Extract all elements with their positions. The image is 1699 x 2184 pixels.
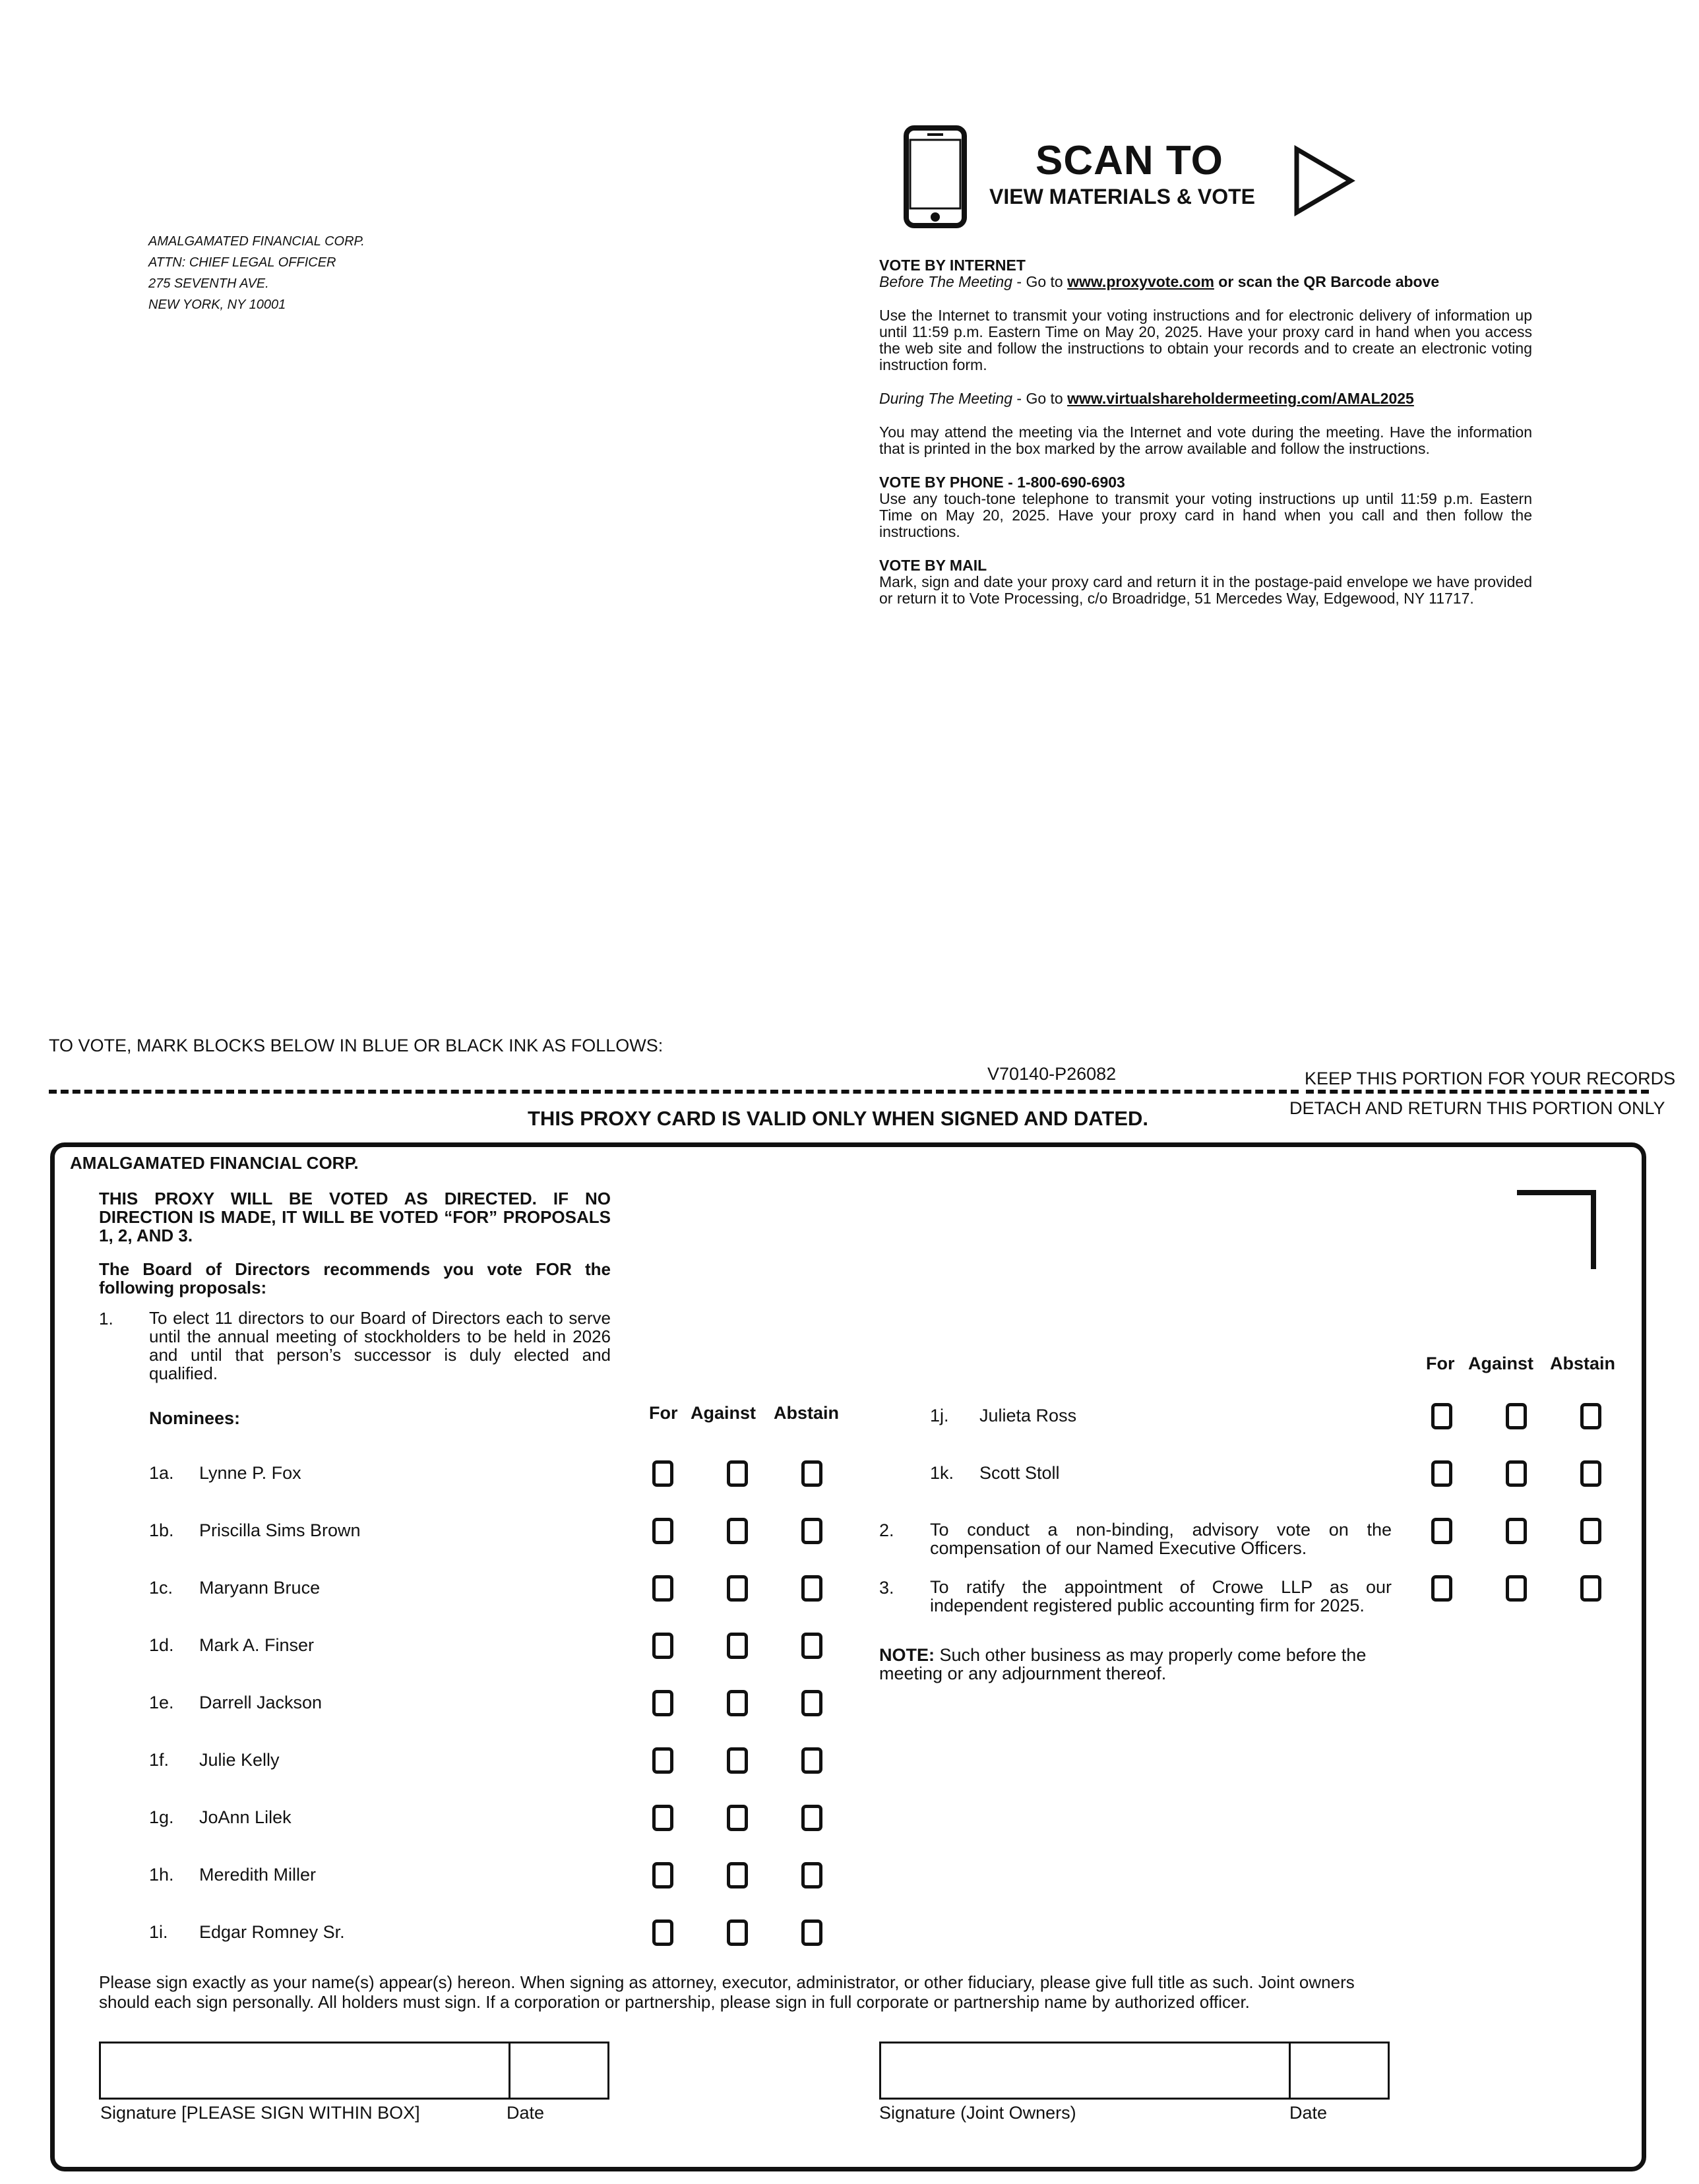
virtual-meeting-link[interactable]: www.virtualshareholdermeeting.com/AMAL2025 xyxy=(1067,390,1414,407)
abstain-checkbox[interactable] xyxy=(801,1460,822,1487)
signature-1-label: Signature [PLEASE SIGN WITHIN BOX] xyxy=(100,2103,420,2123)
for-checkbox[interactable] xyxy=(652,1518,673,1544)
internet-heading: VOTE BY INTERNET xyxy=(879,257,1026,274)
scan-subtitle: VIEW MATERIALS & VOTE xyxy=(989,185,1255,208)
address-line: AMALGAMATED FINANCIAL CORP. xyxy=(148,234,365,249)
signature-2-label: Signature (Joint Owners) xyxy=(879,2103,1076,2123)
return-address xyxy=(148,231,365,315)
proxy-card xyxy=(50,1142,1646,2171)
voting-instructions xyxy=(879,257,1532,607)
internet-body: Use the Internet to transmit your voting instructions and for electronic delivery of information up until 11:59 p.m. Eastern Time on May 20, 2025. Have your proxy card in hand when you access the web site and follow the instructions to obtain your records and to create an electronic voting instruction form. xyxy=(879,307,1532,373)
proxyvote-link[interactable]: www.proxyvote.com xyxy=(1067,273,1214,290)
address-line: NEW YORK, NY 10001 xyxy=(148,297,286,312)
keep-portion-label: KEEP THIS PORTION FOR YOUR RECORDS xyxy=(1305,1069,1676,1088)
scan-title: SCAN TO xyxy=(1035,138,1223,183)
nominee-name: Darrell Jackson xyxy=(199,1693,323,1712)
against-checkbox[interactable] xyxy=(727,1460,748,1487)
qr-text: or scan the QR Barcode above xyxy=(1214,273,1440,290)
detach-line xyxy=(49,1090,1299,1094)
for-checkbox[interactable] xyxy=(652,1633,673,1659)
col-abstain-right: Abstain xyxy=(1550,1354,1616,1373)
against-checkbox[interactable] xyxy=(1506,1460,1527,1487)
corner-mark-icon xyxy=(1517,1190,1596,1269)
during-meeting-body: You may attend the meeting via the Internet and vote during the meeting. Have the information that is printed in the box marked by the arrow available and follow the instructions. xyxy=(879,423,1532,457)
board-recommendation: The Board of Directors recommends you vote FOR the following proposals: xyxy=(99,1259,611,1297)
abstain-checkbox[interactable] xyxy=(1580,1575,1601,1602)
proposal-2-number: 2. xyxy=(879,1520,894,1540)
abstain-checkbox[interactable] xyxy=(801,1518,822,1544)
nominee-name: Mark A. Finser xyxy=(199,1635,315,1655)
nominee-name: Scott Stoll xyxy=(979,1463,1060,1483)
against-checkbox[interactable] xyxy=(727,1633,748,1659)
abstain-checkbox[interactable] xyxy=(801,1575,822,1602)
against-checkbox[interactable] xyxy=(1506,1575,1527,1602)
nominee-name: Meredith Miller xyxy=(199,1865,317,1885)
against-checkbox[interactable] xyxy=(1506,1518,1527,1544)
nominee-number: 1d. xyxy=(149,1635,174,1655)
before-meeting-line xyxy=(879,274,1532,290)
nominee-number: 1a. xyxy=(149,1463,174,1483)
col-for-right: For xyxy=(1426,1354,1455,1373)
date-field[interactable] xyxy=(510,2044,607,2098)
detach-line xyxy=(1306,1090,1649,1094)
for-checkbox[interactable] xyxy=(652,1747,673,1774)
note-label: NOTE: xyxy=(879,1645,935,1665)
proxy-directive: THIS PROXY WILL BE VOTED AS DIRECTED. IF NO DIRECTION IS MADE, IT WILL BE VOTED “FOR” PROPOSALS 1, 2, AND 3. xyxy=(99,1189,611,1245)
nominee-number: 1k. xyxy=(930,1463,954,1483)
nominee-name: Maryann Bruce xyxy=(199,1578,321,1598)
proposal-2-text: To conduct a non-binding, advisory vote on the compensation of our Named Executive Officers. xyxy=(930,1520,1392,1558)
abstain-checkbox[interactable] xyxy=(1580,1403,1601,1429)
for-checkbox[interactable] xyxy=(1431,1518,1452,1544)
valid-notice: THIS PROXY CARD IS VALID ONLY WHEN SIGNED AND DATED. xyxy=(528,1107,1149,1130)
card-company: AMALGAMATED FINANCIAL CORP. xyxy=(70,1153,359,1173)
mark-instruction: TO VOTE, MARK BLOCKS BELOW IN BLUE OR BLACK INK AS FOLLOWS: xyxy=(49,1036,664,1055)
proposal-3-number: 3. xyxy=(879,1578,894,1598)
during-meeting-label: During The Meeting xyxy=(879,390,1012,407)
control-number: V70140-P26082 xyxy=(987,1064,1117,1084)
note-text: Such other business as may properly come before the meeting or any adjournment thereof. xyxy=(879,1645,1367,1683)
against-checkbox[interactable] xyxy=(727,1805,748,1831)
detach-portion-label: DETACH AND RETURN THIS PORTION ONLY xyxy=(1289,1098,1665,1118)
nominee-number: 1e. xyxy=(149,1693,174,1712)
for-checkbox[interactable] xyxy=(652,1862,673,1888)
against-checkbox[interactable] xyxy=(1506,1403,1527,1429)
for-checkbox[interactable] xyxy=(1431,1575,1452,1602)
nominee-number: 1i. xyxy=(149,1922,168,1942)
abstain-checkbox[interactable] xyxy=(801,1805,822,1831)
for-checkbox[interactable] xyxy=(652,1919,673,1946)
col-against-left: Against xyxy=(691,1403,757,1423)
signature-instructions: Please sign exactly as your name(s) appear(s) hereon. When signing as attorney, executor, administrator, or other fiduciary, please give full title as such. Joint owners should each sign personally. All holders must sign. If a corporation or partnership, please sign in full corporate or partnership name by authorized officer. xyxy=(99,1972,1355,2012)
against-checkbox[interactable] xyxy=(727,1747,748,1774)
nominee-name: JoAnn Lilek xyxy=(199,1807,292,1827)
abstain-checkbox[interactable] xyxy=(801,1690,822,1716)
nominee-name: Edgar Romney Sr. xyxy=(199,1922,345,1942)
abstain-checkbox[interactable] xyxy=(1580,1518,1601,1544)
nominee-name: Lynne P. Fox xyxy=(199,1463,301,1483)
against-checkbox[interactable] xyxy=(727,1518,748,1544)
date-field[interactable] xyxy=(1291,2044,1388,2098)
against-checkbox[interactable] xyxy=(727,1575,748,1602)
play-arrow-icon xyxy=(1293,145,1356,216)
against-checkbox[interactable] xyxy=(727,1862,748,1888)
nominee-name: Julie Kelly xyxy=(199,1750,280,1770)
note xyxy=(879,1646,1394,1683)
against-checkbox[interactable] xyxy=(727,1919,748,1946)
signature-field[interactable] xyxy=(101,2044,510,2098)
for-checkbox[interactable] xyxy=(652,1805,673,1831)
for-checkbox[interactable] xyxy=(1431,1460,1452,1487)
proposal-3-text: To ratify the appointment of Crowe LLP as our independent registered public accounting firm for 2025. xyxy=(930,1577,1392,1615)
abstain-checkbox[interactable] xyxy=(801,1919,822,1946)
before-meeting-label: Before The Meeting xyxy=(879,273,1013,290)
nominee-number: 1b. xyxy=(149,1520,174,1540)
date-1-label: Date xyxy=(507,2103,545,2123)
proposal-1-text: To elect 11 directors to our Board of Directors each to serve until the annual meeting of stockholders to be held in 2026 and until that person’s successor is duly elected and qualified. xyxy=(149,1308,611,1383)
col-for-left: For xyxy=(649,1403,678,1423)
col-against-right: Against xyxy=(1468,1354,1534,1373)
for-checkbox[interactable] xyxy=(652,1460,673,1487)
go-to-text: - Go to xyxy=(1012,273,1068,290)
mail-heading: VOTE BY MAIL xyxy=(879,557,987,574)
address-line: ATTN: CHIEF LEGAL OFFICER xyxy=(148,255,336,270)
for-checkbox[interactable] xyxy=(1431,1403,1452,1429)
abstain-checkbox[interactable] xyxy=(801,1633,822,1659)
joint-signature-field[interactable] xyxy=(881,2044,1291,2098)
date-2-label: Date xyxy=(1289,2103,1328,2123)
nominee-number: 1h. xyxy=(149,1865,174,1885)
abstain-checkbox[interactable] xyxy=(1580,1460,1601,1487)
during-meeting-line xyxy=(879,390,1532,407)
nominees-label: Nominees: xyxy=(149,1408,241,1428)
nominee-number: 1c. xyxy=(149,1578,173,1598)
phone-heading: VOTE BY PHONE - 1-800-690-6903 xyxy=(879,474,1125,491)
proposal-1-number: 1. xyxy=(99,1309,113,1328)
for-checkbox[interactable] xyxy=(652,1690,673,1716)
go-to-text: - Go to xyxy=(1012,390,1068,407)
signature-box-1[interactable] xyxy=(99,2042,609,2100)
nominee-number: 1f. xyxy=(149,1750,170,1770)
nominee-number: 1g. xyxy=(149,1807,174,1827)
against-checkbox[interactable] xyxy=(727,1690,748,1716)
abstain-checkbox[interactable] xyxy=(801,1747,822,1774)
address-line: 275 SEVENTH AVE. xyxy=(148,276,269,291)
mail-body: Mark, sign and date your proxy card and return it in the postage-paid envelope we have provided or return it to Vote Processing, c/o Broadridge, 51 Mercedes Way, Edgewood, NY 11717. xyxy=(879,573,1532,607)
phone-body: Use any touch-tone telephone to transmit your voting instructions up until 11:59 p.m. Eastern Time on May 20, 2025. Have your proxy card in hand when you call and then follow the instructions. xyxy=(879,490,1532,540)
nominee-name: Julieta Ross xyxy=(979,1406,1077,1425)
for-checkbox[interactable] xyxy=(652,1575,673,1602)
smartphone-icon xyxy=(904,125,967,228)
signature-box-2[interactable] xyxy=(879,2042,1390,2100)
nominee-number: 1j. xyxy=(930,1406,949,1425)
abstain-checkbox[interactable] xyxy=(801,1862,822,1888)
nominee-name: Priscilla Sims Brown xyxy=(199,1520,361,1540)
col-abstain-left: Abstain xyxy=(774,1403,840,1423)
